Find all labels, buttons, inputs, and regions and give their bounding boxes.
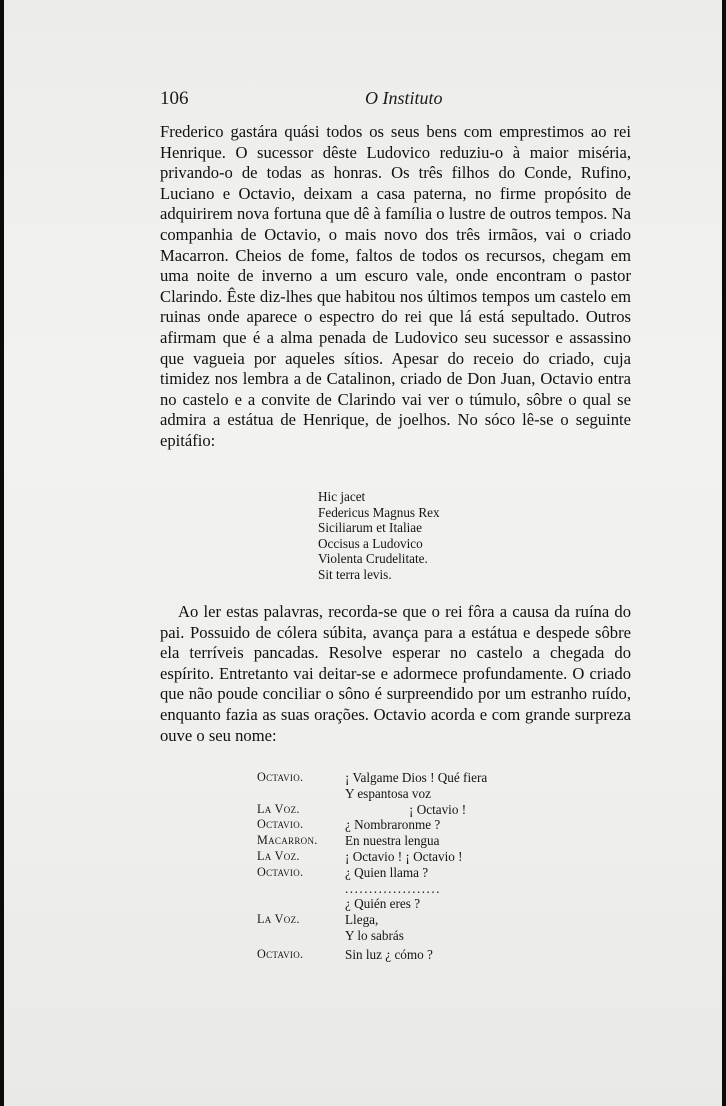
epitaph-line: Sit terra levis.: [318, 566, 392, 582]
speaker-name: Octavio.: [257, 770, 304, 784]
dialogue-line: Y espantosa voz: [345, 785, 431, 801]
dialogue-line: Sin luz ¿ cómo ?: [345, 946, 433, 962]
epitaph-line: Federicus Magnus Rex: [318, 504, 440, 520]
dialogue-row: [257, 912, 587, 928]
dialogue-row: [257, 770, 587, 786]
epitaph-block: [318, 489, 578, 583]
epitaph-line: Siciliarum et Italiae: [318, 520, 422, 536]
dialogue-line: Llega,: [345, 912, 379, 928]
dialogue-row: [257, 786, 587, 802]
speaker-name: [257, 881, 345, 897]
running-title: O Instituto: [365, 88, 443, 108]
speaker-name: [257, 786, 345, 802]
speaker-name: [257, 896, 345, 912]
dialogue-line: ¡ Octavio !: [409, 801, 467, 817]
dialogue-row: [257, 881, 587, 897]
dialogue-line: ¡ Octavio ! ¡ Octavio !: [345, 848, 463, 864]
dialogue-line: ¿ Nombraronme ?: [345, 817, 441, 833]
page-number: 106: [160, 88, 189, 109]
body-paragraph-2: [160, 602, 631, 746]
paragraph-text: Frederico gastára quási todos os seus bens com emprestimos ao rei Henrique. O sucessor dêste Ludovico reduziu-o à maior miséria, privando-o de todas as honras. Os três filhos do Conde, Rufino, Luciano e Octavio, deixam a casa paterna, no firme propósito de adquirirem nova fortuna que dê à família o lustre de outros tempos. Na companhia de Octavio, o mais novo dos três irmãos, vai o criado Macarron. Cheios de fome, faltos de todos os recursos, chegam em uma noite de inverno a um escuro vale, onde encontram o pastor Clarindo. Êste diz-lhes que habitou nos últimos tempos um castelo em ruinas onde aparece o espectro do rei que lá está sepultado. Outros afirmam que é a alma penada de Ludovico seu sucessor e assassino que vagueia por aqueles sítios. Apesar do receio do criado, cuja timidez nos lembra a de Catalinon, criado de Don Juan, Octavio entra no castelo e a convite de Clarindo vai ver o túmulo, sôbre o qual se admira a estátua de Henrique, de joelhos. No sóco lê-se o seguinte epitáfio:: [160, 122, 631, 450]
speaker-name: Octavio.: [257, 946, 304, 961]
speaker-name: Macarron.: [257, 833, 318, 848]
epitaph-line: Hic jacet: [318, 489, 366, 504]
dialogue-row: [257, 947, 587, 963]
dialogue-line: ¿ Quién eres ?: [345, 896, 421, 912]
speaker-name: La Voz.: [257, 912, 300, 927]
dialogue-row: [257, 928, 587, 944]
dialogue-row: [257, 849, 587, 865]
speaker-name: La Voz.: [257, 801, 300, 816]
dialogue-line: ¿ Quien llama ?: [345, 864, 429, 880]
speaker-name: Octavio.: [257, 817, 304, 832]
dialogue-row: [257, 833, 587, 849]
speaker-name: [257, 928, 345, 944]
speaker-name: Octavio.: [257, 864, 304, 879]
book-page: [4, 0, 722, 1106]
epitaph-line: Occisus a Ludovico: [318, 535, 423, 551]
ellipsis-line: ....................: [345, 880, 441, 896]
dialogue-line: ¡ Valgame Dios ! Qué fiera: [345, 770, 488, 785]
speaker-name: La Voz.: [257, 848, 300, 863]
epitaph-line: Violenta Crudelitate.: [318, 551, 428, 567]
dialogue-line: Y lo sabrás: [345, 927, 404, 943]
dialogue-row: [257, 896, 587, 912]
dialogue-row: [257, 817, 587, 833]
page-header: [160, 88, 630, 114]
paragraph-text: Ao ler estas palavras, recorda-se que o rei fôra a causa da ruína do pai. Possuido de cólera súbita, avança para a estátua e despede sôbre ela terríveis pancadas. Resolve esperar no castelo a chegada do espírito. Entretanto vai deitar-se e adormece profundamente. O criado que não poude conciliar o sôno é surpreendido por um estranho ruído, enquanto fazia as suas orações. Octavio acorda e com grande surpreza ouve o seu nome:: [160, 602, 631, 745]
dialogue-block: [257, 770, 587, 963]
dialogue-line: En nuestra lengua: [345, 833, 440, 849]
dialogue-row: [257, 802, 587, 818]
dialogue-row: [257, 865, 587, 881]
body-paragraph-1: [160, 122, 631, 452]
